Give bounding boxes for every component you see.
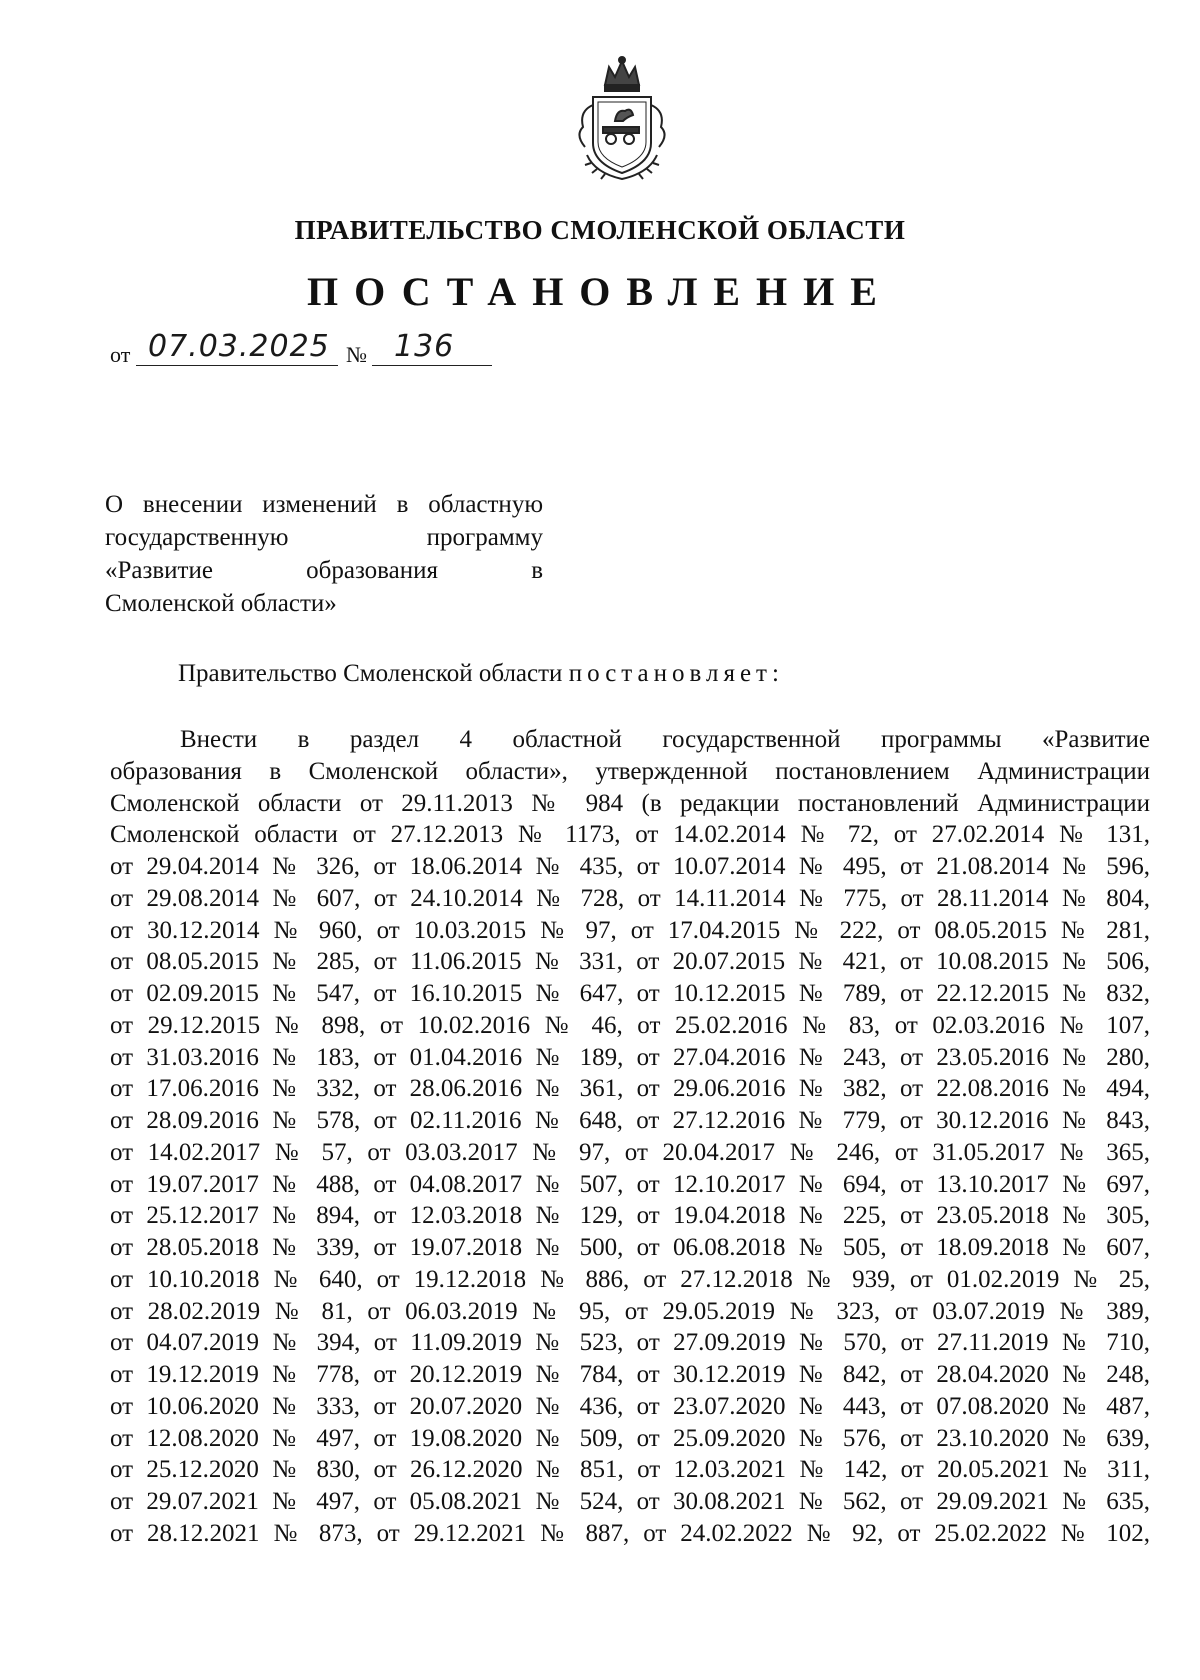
body-line: от 19.07.2017 № 488, от 04.08.2017 № 507, от 12.10.2017 № 694, от 13.10.2017 № 697, [110, 1170, 1150, 1198]
date-number-line [110, 330, 550, 374]
date-from-label: от [110, 342, 131, 367]
body-line: от 30.12.2014 № 960, от 10.03.2015 № 97, от 17.04.2015 № 222, от 08.05.2015 № 281, [110, 916, 1150, 944]
body-line: от 29.12.2015 № 898, от 10.02.2016 № 46, от 25.02.2016 № 83, от 02.03.2016 № 107, [110, 1011, 1150, 1039]
organization-name: ПРАВИТЕЛЬСТВО СМОЛЕНСКОЙ ОБЛАСТИ [294, 215, 906, 245]
resolves-spaced-word: постановляет: [568, 660, 784, 687]
body-line: от 28.02.2019 № 81, от 06.03.2019 № 95, от 29.05.2019 № 323, от 03.07.2019 № 389, [110, 1297, 1150, 1325]
title-line: Смоленской области» [105, 590, 337, 617]
body-line: от 31.03.2016 № 183, от 01.04.2016 № 189, от 27.04.2016 № 243, от 23.05.2016 № 280, [110, 1043, 1150, 1071]
number-label: № [346, 342, 367, 367]
body-line: от 25.12.2017 № 894, от 12.03.2018 № 129, от 19.04.2018 № 225, от 23.05.2018 № 305, [110, 1202, 1150, 1230]
body-line: Смоленской области от 27.12.2013 № 1173, от 14.02.2014 № 72, от 27.02.2014 № 131, [110, 821, 1150, 849]
body-line: от 28.05.2018 № 339, от 19.07.2018 № 500, от 06.08.2018 № 505, от 18.09.2018 № 607, [110, 1234, 1150, 1261]
document-type: ПОСТАНОВЛЕНИЕ [307, 269, 893, 314]
title-line: государственную программу [105, 524, 543, 551]
body-line: от 29.08.2014 № 607, от 24.10.2014 № 728, от 14.11.2014 № 775, от 28.11.2014 № 804, [110, 884, 1150, 912]
title-line: «Развитие образования в [105, 557, 543, 584]
body-line: от 25.12.2020 № 830, от 26.12.2020 № 851, от 12.03.2021 № 142, от 20.05.2021 № 311, [110, 1456, 1150, 1484]
body-line: Смоленской области от 29.11.2013 № 984 (в редакции постановлений Администрации [110, 789, 1150, 817]
title-line: О внесении изменений в областную [105, 491, 543, 518]
body-line: от 28.12.2021 № 873, от 29.12.2021 № 887, от 24.02.2022 № 92, от 25.02.2022 № 102, [110, 1519, 1150, 1547]
body-line: от 29.04.2014 № 326, от 18.06.2014 № 435, от 10.07.2014 № 495, от 21.08.2014 № 596, [110, 853, 1150, 880]
resolves-clause [178, 660, 784, 688]
body-line: от 19.12.2019 № 778, от 20.12.2019 № 784, от 30.12.2019 № 842, от 28.04.2020 № 248, [110, 1361, 1150, 1388]
date-underline [136, 365, 338, 366]
coat-of-arms-icon [565, 55, 680, 185]
handwritten-date: 07.03.2025 [148, 329, 330, 364]
body-line: от 14.02.2017 № 57, от 03.03.2017 № 97, от 20.04.2017 № 246, от 31.05.2017 № 365, [110, 1138, 1150, 1166]
body-line: от 02.09.2015 № 547, от 16.10.2015 № 647, от 10.12.2015 № 789, от 22.12.2015 № 832, [110, 980, 1150, 1007]
body-line: от 28.09.2016 № 578, от 02.11.2016 № 648, от 27.12.2016 № 779, от 30.12.2016 № 843, [110, 1107, 1150, 1134]
body-line: от 17.06.2016 № 332, от 28.06.2016 № 361, от 29.06.2016 № 382, от 22.08.2016 № 494, [110, 1075, 1150, 1103]
handwritten-number: 136 [394, 329, 455, 364]
document-title [105, 488, 543, 620]
number-underline [372, 365, 492, 366]
resolves-prefix: Правительство Смоленской области [178, 660, 563, 687]
body-line: образования в Смоленской области», утвержденной постановлением Администрации [110, 757, 1150, 785]
body-line: от 10.10.2018 № 640, от 19.12.2018 № 886, от 27.12.2018 № 939, от 01.02.2019 № 25, [110, 1265, 1150, 1293]
body-line: Внести в раздел 4 областной государственной программы «Развитие [180, 726, 1150, 753]
body-line: от 10.06.2020 № 333, от 20.07.2020 № 436, от 23.07.2020 № 443, от 07.08.2020 № 487, [110, 1392, 1150, 1420]
body-line: от 29.07.2021 № 497, от 05.08.2021 № 524, от 30.08.2021 № 562, от 29.09.2021 № 635, [110, 1488, 1150, 1515]
body-line: от 04.07.2019 № 394, от 11.09.2019 № 523, от 27.09.2019 № 570, от 27.11.2019 № 710, [110, 1329, 1150, 1357]
body-line: от 08.05.2015 № 285, от 11.06.2015 № 331, от 20.07.2015 № 421, от 10.08.2015 № 506, [110, 948, 1150, 976]
body-text [110, 724, 1150, 1550]
body-line: от 12.08.2020 № 497, от 19.08.2020 № 509, от 25.09.2020 № 576, от 23.10.2020 № 639, [110, 1424, 1150, 1452]
